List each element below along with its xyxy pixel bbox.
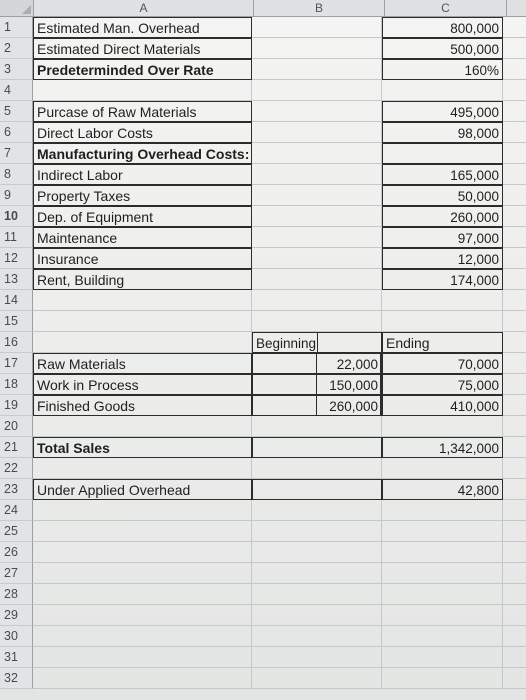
cell-d4[interactable] [503, 80, 526, 101]
beginning-left-blank [253, 375, 317, 394]
cell-d5[interactable] [503, 101, 526, 122]
row-header[interactable]: 30 [0, 626, 33, 647]
row-header[interactable]: 7 [0, 143, 33, 164]
row-header[interactable]: 23 [0, 479, 33, 500]
cell-d23[interactable] [503, 479, 526, 500]
sheet-row [0, 374, 526, 395]
cell-a32[interactable] [33, 668, 252, 689]
cell-a2[interactable]: Estimated Direct Materials [33, 38, 252, 59]
cell-c15[interactable] [382, 311, 503, 332]
cell-c17[interactable]: 70,000 [382, 353, 503, 374]
cell-d11[interactable] [503, 227, 526, 248]
row-header[interactable]: 29 [0, 605, 33, 626]
row-header[interactable]: 8 [0, 164, 33, 185]
cell-a8[interactable]: Indirect Labor [33, 164, 252, 185]
cell-a23[interactable]: Under Applied Overhead [33, 479, 252, 500]
row-header[interactable]: 11 [0, 227, 33, 248]
beginning-left-blank [253, 396, 317, 415]
cell-b1[interactable] [252, 17, 382, 38]
cell-d9[interactable] [503, 185, 526, 206]
row-header[interactable]: 16 [0, 332, 33, 353]
cell-a15[interactable] [33, 311, 252, 332]
cell-d26[interactable] [503, 542, 526, 563]
row-header[interactable]: 2 [0, 38, 33, 59]
cell-b28[interactable] [252, 584, 382, 605]
cell-b11[interactable] [252, 227, 382, 248]
cell-a16[interactable] [33, 332, 252, 353]
sheet-row [0, 584, 526, 605]
cell-b20[interactable] [252, 416, 382, 437]
sheet-row [0, 80, 526, 101]
select-all-corner[interactable] [0, 0, 34, 16]
cell-b27[interactable] [252, 563, 382, 584]
cell-c4[interactable] [382, 80, 503, 101]
row-header[interactable]: 19 [0, 395, 33, 416]
cell-a31[interactable] [33, 647, 252, 668]
row-header[interactable]: 28 [0, 584, 33, 605]
cell-c21[interactable]: 1,342,000 [382, 437, 503, 458]
cell-b6[interactable] [252, 122, 382, 143]
sheet-row [0, 269, 526, 290]
row-header[interactable]: 24 [0, 500, 33, 521]
cell-c20[interactable] [382, 416, 503, 437]
cell-a22[interactable] [33, 458, 252, 479]
cell-a12[interactable]: Insurance [33, 248, 252, 269]
cell-a6[interactable]: Direct Labor Costs [33, 122, 252, 143]
cell-b2[interactable] [252, 38, 382, 59]
cell-c3[interactable]: 160% [382, 59, 503, 80]
cell-c1[interactable]: 800,000 [382, 17, 503, 38]
beginning-value: 22,000 [317, 354, 381, 373]
cell-c2[interactable]: 500,000 [382, 38, 503, 59]
column-header-d[interactable] [507, 0, 526, 16]
cell-c10[interactable]: 260,000 [382, 206, 503, 227]
beginning-value: 150,000 [317, 375, 381, 394]
sheet-row [0, 542, 526, 563]
sheet-row [0, 17, 526, 38]
row-header[interactable]: 18 [0, 374, 33, 395]
cell-a10[interactable]: Dep. of Equipment [33, 206, 252, 227]
beginning-left-blank [253, 354, 317, 373]
sheet-row [0, 38, 526, 59]
sheet-row [0, 227, 526, 248]
sheet-row [0, 626, 526, 647]
cell-a7[interactable]: Manufacturing Overhead Costs: [33, 143, 252, 164]
cell-c25[interactable] [382, 521, 503, 542]
sheet-row [0, 479, 526, 500]
row-header[interactable]: 25 [0, 521, 33, 542]
cell-c12[interactable]: 12,000 [382, 248, 503, 269]
sheet-row [0, 416, 526, 437]
sheet-row [0, 353, 526, 374]
row-header[interactable]: 6 [0, 122, 33, 143]
cell-b32[interactable] [252, 668, 382, 689]
cell-c23[interactable]: 42,800 [382, 479, 503, 500]
row-header[interactable]: 26 [0, 542, 33, 563]
cell-d7[interactable] [503, 143, 526, 164]
cell-c9[interactable]: 50,000 [382, 185, 503, 206]
cell-a1[interactable]: Estimated Man. Overhead [33, 17, 252, 38]
cell-c13[interactable]: 174,000 [382, 269, 503, 290]
cell-d18[interactable] [503, 374, 526, 395]
cell-grid [0, 17, 526, 689]
cell-b18[interactable] [252, 374, 382, 395]
cell-a28[interactable] [33, 584, 252, 605]
sheet-row [0, 605, 526, 626]
cell-c8[interactable]: 165,000 [382, 164, 503, 185]
cell-d31[interactable] [503, 647, 526, 668]
cell-b22[interactable] [252, 458, 382, 479]
cell-d3[interactable] [503, 59, 526, 80]
cell-b24[interactable] [252, 500, 382, 521]
cell-d22[interactable] [503, 458, 526, 479]
cell-c14[interactable] [382, 290, 503, 311]
column-header-a[interactable]: A [34, 0, 254, 16]
cell-a14[interactable] [33, 290, 252, 311]
row-header[interactable]: 12 [0, 248, 33, 269]
row-header[interactable]: 9 [0, 185, 33, 206]
cell-a11[interactable]: Maintenance [33, 227, 252, 248]
sheet-row [0, 458, 526, 479]
cell-b9[interactable] [252, 185, 382, 206]
cell-d12[interactable] [503, 248, 526, 269]
cell-b13[interactable] [252, 269, 382, 290]
cell-d1[interactable] [503, 17, 526, 38]
row-header[interactable]: 15 [0, 311, 33, 332]
beginning-header: Beginning [253, 333, 318, 352]
cell-d13[interactable] [503, 269, 526, 290]
cell-a5[interactable]: Purcase of Raw Materials [33, 101, 252, 122]
sheet-row [0, 101, 526, 122]
sheet-row [0, 164, 526, 185]
column-header-b[interactable]: B [254, 0, 385, 16]
sheet-row [0, 500, 526, 521]
row-header[interactable]: 22 [0, 458, 33, 479]
cell-a21[interactable]: Total Sales [33, 437, 252, 458]
cell-b21[interactable] [252, 437, 382, 458]
cell-b10[interactable] [252, 206, 382, 227]
cell-c28[interactable] [382, 584, 503, 605]
cell-c16[interactable]: Ending [382, 332, 503, 353]
cell-b5[interactable] [252, 101, 382, 122]
cell-d32[interactable] [503, 668, 526, 689]
sheet-row [0, 332, 526, 353]
sheet-row [0, 206, 526, 227]
cell-a18[interactable]: Work in Process [33, 374, 252, 395]
cell-a26[interactable] [33, 542, 252, 563]
cell-b31[interactable] [252, 647, 382, 668]
cell-d29[interactable] [503, 605, 526, 626]
column-header-c[interactable]: C [385, 0, 507, 16]
cell-c19[interactable]: 410,000 [382, 395, 503, 416]
sheet-row [0, 122, 526, 143]
row-header[interactable]: 17 [0, 353, 33, 374]
cell-a30[interactable] [33, 626, 252, 647]
cell-b30[interactable] [252, 626, 382, 647]
row-header[interactable]: 31 [0, 647, 33, 668]
sheet-row [0, 143, 526, 164]
cell-d16[interactable] [503, 332, 526, 353]
cell-a25[interactable] [33, 521, 252, 542]
cell-b17[interactable] [252, 353, 382, 374]
cell-d21[interactable] [503, 437, 526, 458]
cell-a24[interactable] [33, 500, 252, 521]
cell-c27[interactable] [382, 563, 503, 584]
cell-b25[interactable] [252, 521, 382, 542]
row-header[interactable]: 3 [0, 59, 33, 80]
cell-d14[interactable] [503, 290, 526, 311]
sheet-row [0, 185, 526, 206]
row-header[interactable]: 4 [0, 80, 33, 101]
row-header[interactable]: 13 [0, 269, 33, 290]
cell-a29[interactable] [33, 605, 252, 626]
cell-b14[interactable] [252, 290, 382, 311]
cell-b8[interactable] [252, 164, 382, 185]
cell-b7[interactable] [252, 143, 382, 164]
cell-c29[interactable] [382, 605, 503, 626]
cell-b29[interactable] [252, 605, 382, 626]
cell-b26[interactable] [252, 542, 382, 563]
cell-d30[interactable] [503, 626, 526, 647]
cell-c22[interactable] [382, 458, 503, 479]
cell-d10[interactable] [503, 206, 526, 227]
cell-c32[interactable] [382, 668, 503, 689]
row-header[interactable]: 1 [0, 17, 33, 38]
row-header[interactable]: 5 [0, 101, 33, 122]
cell-a3[interactable]: Predeterminded Over Rate [33, 59, 252, 80]
beginning-header-right [318, 333, 381, 352]
cell-c26[interactable] [382, 542, 503, 563]
cell-d6[interactable] [503, 122, 526, 143]
sheet-row [0, 521, 526, 542]
cell-a19[interactable]: Finished Goods [33, 395, 252, 416]
row-header[interactable]: 21 [0, 437, 33, 458]
beginning-value: 260,000 [317, 396, 381, 415]
cell-b12[interactable] [252, 248, 382, 269]
cell-c6[interactable]: 98,000 [382, 122, 503, 143]
cell-c24[interactable] [382, 500, 503, 521]
cell-b4[interactable] [252, 80, 382, 101]
cell-c31[interactable] [382, 647, 503, 668]
cell-a27[interactable] [33, 563, 252, 584]
cell-b16[interactable] [252, 332, 382, 353]
cell-d2[interactable] [503, 38, 526, 59]
cell-d27[interactable] [503, 563, 526, 584]
cell-d17[interactable] [503, 353, 526, 374]
row-header[interactable]: 14 [0, 290, 33, 311]
cell-d8[interactable] [503, 164, 526, 185]
column-header-row [0, 0, 526, 17]
cell-b15[interactable] [252, 311, 382, 332]
cell-b23[interactable] [252, 479, 382, 500]
sheet-row [0, 248, 526, 269]
cell-c30[interactable] [382, 626, 503, 647]
sheet-row [0, 647, 526, 668]
sheet-row [0, 290, 526, 311]
cell-a13[interactable]: Rent, Building [33, 269, 252, 290]
sheet-row [0, 395, 526, 416]
cell-b19[interactable] [252, 395, 382, 416]
cell-d15[interactable] [503, 311, 526, 332]
row-header[interactable]: 27 [0, 563, 33, 584]
row-header[interactable]: 20 [0, 416, 33, 437]
cell-a17[interactable]: Raw Materials [33, 353, 252, 374]
cell-c18[interactable]: 75,000 [382, 374, 503, 395]
cell-c7[interactable] [382, 143, 503, 164]
sheet-row [0, 59, 526, 80]
cell-b3[interactable] [252, 59, 382, 80]
cell-a9[interactable]: Property Taxes [33, 185, 252, 206]
row-header[interactable]: 32 [0, 668, 33, 689]
sheet-row [0, 563, 526, 584]
sheet-row [0, 668, 526, 689]
cell-c5[interactable]: 495,000 [382, 101, 503, 122]
cell-a4[interactable] [33, 80, 252, 101]
cell-d25[interactable] [503, 521, 526, 542]
cell-d20[interactable] [503, 416, 526, 437]
cell-d19[interactable] [503, 395, 526, 416]
cell-a20[interactable] [33, 416, 252, 437]
cell-c11[interactable]: 97,000 [382, 227, 503, 248]
sheet-row [0, 311, 526, 332]
cell-d28[interactable] [503, 584, 526, 605]
cell-d24[interactable] [503, 500, 526, 521]
sheet-row [0, 437, 526, 458]
row-header[interactable]: 10 [0, 206, 33, 227]
